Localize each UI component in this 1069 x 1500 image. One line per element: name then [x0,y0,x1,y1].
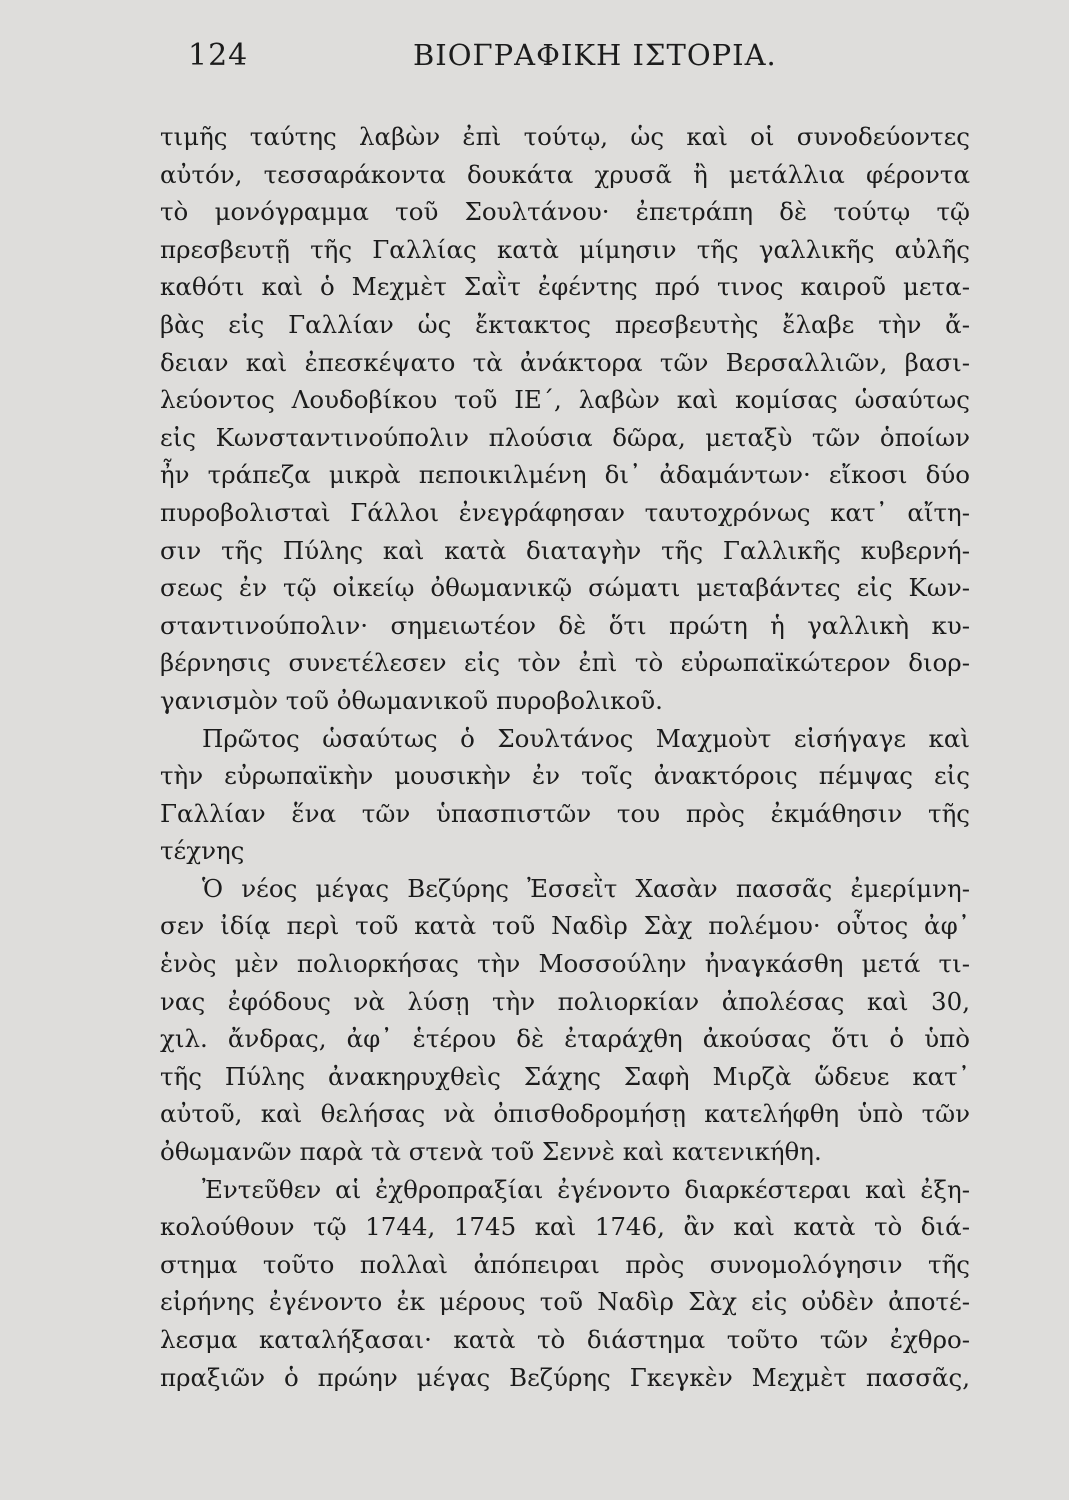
text-line: πραξιῶν ὁ πρώην μέγας Βεζύρης Γκεγκὲν Μεχμὲτ πασσᾶς, [160,1362,970,1392]
page-number: 124 [188,38,249,73]
text-line: εἰς Κωνσταντινούπολιν πλούσια δῶρα, μεταξὺ τῶν ὁποίων [160,422,970,452]
text-line: αὐτοῦ, καὶ θελήσας νὰ ὀπισθοδρομήσῃ κατελήφθη ὑπὸ τῶν [160,1099,970,1129]
body-text [160,118,970,1396]
text-line: βὰς εἰς Γαλλίαν ὡς ἔκτακτος πρεσβευτὴς ἔλαβε τὴν ἄ- [160,309,970,339]
text-line: τῆς Πύλης ἀνακηρυχθεὶς Σάχης Σαφὴ Μιρζὰ ὥδευε κατ᾽ [160,1061,970,1091]
text-line: λεύοντος Λουδοβίκου τοῦ ΙΕ΄, λαβὼν καὶ κομίσας ὡσαύτως [160,385,970,415]
text-line: τὸ μονόγραμμα τοῦ Σουλτάνου· ἐπετράπη δὲ τούτῳ τῷ [160,197,970,227]
running-title: ΒΙΟΓΡΑΦΙΚΗ ΙΣΤΟΡΙΑ. [413,38,777,72]
text-line: ἦν τράπεζα μικρὰ πεποικιλμένη δι᾽ ἀδαμάντων· εἴκοσι δύο [160,460,970,490]
page-header [188,38,978,82]
text-line: αὐτόν, τεσσαράκοντα δουκάτα χρυσᾶ ἢ μετάλλια φέροντα [160,159,970,189]
text-line: νας ἐφόδους νὰ λύσῃ τὴν πολιορκίαν ἀπολέσας καὶ 30, [160,986,970,1016]
text-line: σταντινούπολιν· σημειωτέον δὲ ὅτι πρώτη ἡ γαλλικὴ κυ- [160,610,970,640]
text-line: λεσμα καταλήξασαι· κατὰ τὸ διάστημα τοῦτο τῶν ἐχθρο- [160,1325,970,1354]
paragraph-start-line: Ἐντεῦθεν αἱ ἐχθροπραξίαι ἐγένοντο διαρκέστεραι καὶ ἐξη- [202,1174,970,1204]
text-line: γανισμὸν τοῦ ὀθωμανικοῦ πυροβολικοῦ. [160,685,663,715]
text-line: τὴν εὐρωπαϊκὴν μουσικὴν ἐν τοῖς ἀνακτόροις πέμψας εἰς [160,761,970,791]
text-line: δειαν καὶ ἐπεσκέψατο τὰ ἀνάκτορα τῶν Βερσαλλιῶν, βασι- [160,347,970,377]
text-line: εἰρήνης ἐγένοντο ἐκ μέρους τοῦ Ναδὶρ Σὰχ εἰς οὐδὲν ἀποτέ- [160,1287,970,1317]
text-line: πρεσβευτῇ τῆς Γαλλίας κατὰ μίμησιν τῆς γαλλικῆς αὐλῆς [160,234,970,264]
text-line: ὀθωμανῶν παρὰ τὰ στενὰ τοῦ Σεννὲ καὶ κατενικήθη. [160,1137,822,1167]
text-line: καθότι καὶ ὁ Μεχμὲτ Σαῒτ ἐφέντης πρό τινος καιροῦ μετα- [160,272,970,302]
text-line: χιλ. ἄνδρας, ἀφ᾽ ἑτέρου δὲ ἐταράχθη ἀκούσας ὅτι ὁ ὑπὸ [160,1024,970,1054]
text-line: ἑνὸς μὲν πολιορκήσας τὴν Μοσσούλην ἠναγκάσθη μετά τι- [160,949,970,979]
text-line: κολούθουν τῷ 1744, 1745 καὶ 1746, ἂν καὶ κατὰ τὸ διά- [160,1212,970,1242]
text-line: βέρνησις συνετέλεσεν εἰς τὸν ἐπὶ τὸ εὐρωπαϊκώτερον διορ- [160,648,970,678]
text-line: Γαλλίαν ἕνα τῶν ὑπασπιστῶν του πρὸς ἐκμάθησιν τῆς [160,798,970,828]
text-line: στημα τοῦτο πολλαὶ ἀπόπειραι πρὸς συνομολόγησιν τῆς [160,1249,970,1279]
text-line: τέχνης [160,836,245,866]
text-line: σεως ἐν τῷ οἰκείῳ ὀθωμανικῷ σώματι μεταβάντες εἰς Κων- [160,573,970,603]
paragraph-start-line: Ὁ νέος μέγας Βεζύρης Ἐσσεῒτ Χασὰν πασσᾶς ἐμερίμνη- [202,873,970,903]
text-line: σεν ἰδίᾳ περὶ τοῦ κατὰ τοῦ Ναδὶρ Σὰχ πολέμου· οὗτος ἀφ᾽ [160,911,970,941]
paragraph-start-line: Πρῶτος ὡσαύτως ὁ Σουλτάνος Μαχμοὺτ εἰσήγαγε καὶ [202,723,970,753]
text-line: τιμῆς ταύτης λαβὼν ἐπὶ τούτῳ, ὡς καὶ οἱ συνοδεύοντες [160,122,970,151]
text-line: πυροβολισταὶ Γάλλοι ἐνεγράφησαν ταυτοχρόνως κατ᾽ αἴτη- [160,497,970,527]
text-line: σιν τῆς Πύλης καὶ κατὰ διαταγὴν τῆς Γαλλικῆς κυβερνή- [160,535,970,565]
